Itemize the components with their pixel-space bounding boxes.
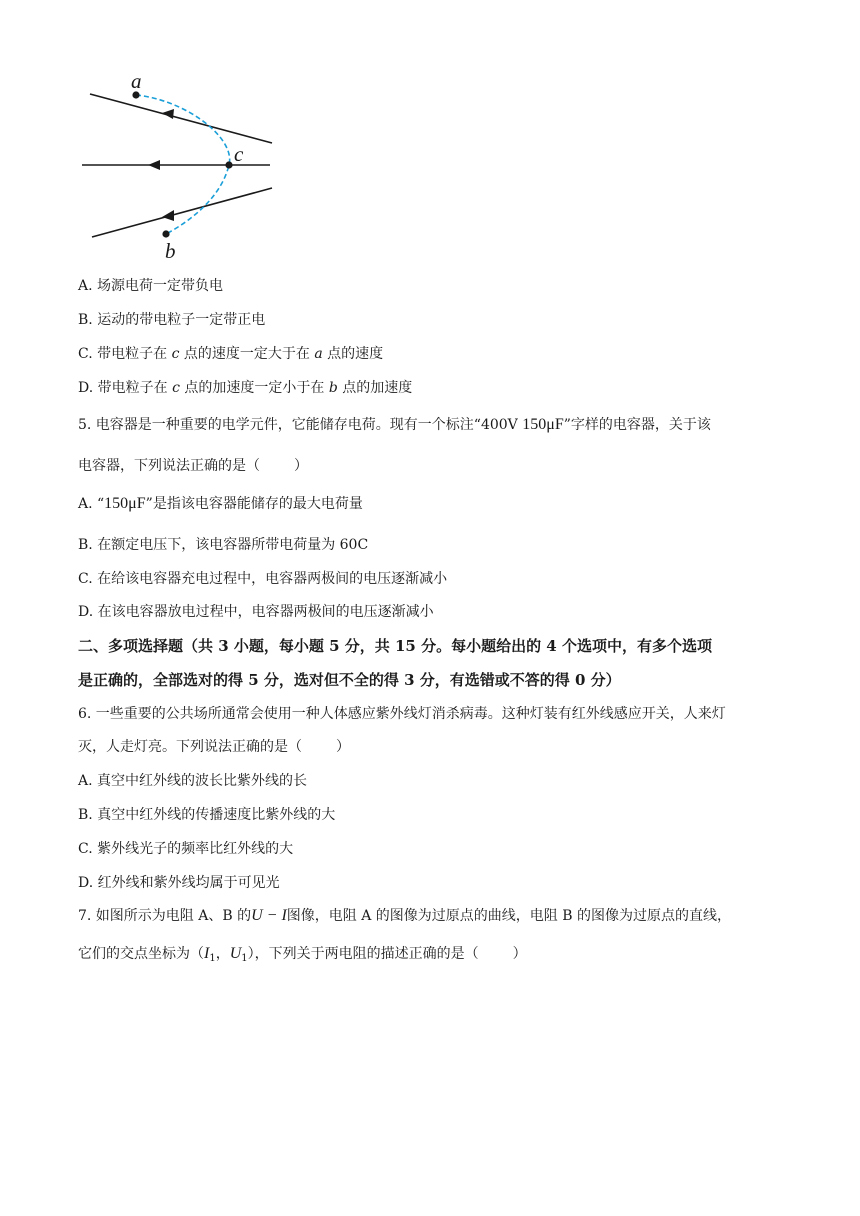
- arrow-middle-icon: [148, 160, 160, 170]
- q5-option-d: D. 在该电容器放电过程中，电容器两极间的电压逐渐减小: [78, 604, 434, 620]
- section2-heading-line1: 二、多项选择题（共 3 小题，每小题 5 分，共 15 分。每小题给出的 4 个选项中，有多个选项: [78, 637, 712, 655]
- field-line-top: [90, 94, 272, 143]
- q6-option-a: A. 真空中红外线的波长比紫外线的长: [78, 773, 308, 789]
- q5-option-c: C. 在给该电容器充电过程中，电容器两极间的电压逐渐减小: [78, 571, 448, 587]
- section2-heading-line2: 是正确的，全部选对的得 5 分，选对但不全的得 3 分，有选错或不答的得 0 分）: [78, 671, 621, 689]
- label-a: a: [131, 69, 142, 93]
- q5-stem-line2: 电容器，下列说法正确的是（ ）: [78, 458, 308, 474]
- q5-stem-line1: 5. 电容器是一种重要的电学元件，它能储存电荷。现有一个标注“400V 150μF”字样的电容器，关于该: [78, 416, 711, 433]
- field-line-bottom: [92, 188, 272, 237]
- field-line-figure: [76, 68, 286, 264]
- q4-option-c: C. 带电粒子在 c 点的速度一定大于在 a 点的速度: [78, 346, 384, 362]
- q6-option-b: B. 真空中红外线的传播速度比紫外线的大: [78, 807, 336, 823]
- arrow-bottom-icon: [162, 210, 174, 221]
- q6-option-c: C. 紫外线光子的频率比红外线的大: [78, 841, 294, 857]
- q4-option-b: B. 运动的带电粒子一定带正电: [78, 312, 266, 328]
- q5-option-a: A. “150μF”是指该电容器能储存的最大电荷量: [78, 495, 363, 512]
- label-c: c: [234, 142, 244, 166]
- q7-stem-line2: 它们的交点坐标为（$I_1$，$U_1$），下列关于两电阻的描述正确的是（ ）: [78, 945, 527, 964]
- q4-option-a: A. 场源电荷一定带负电: [78, 278, 224, 294]
- point-c: [225, 161, 232, 168]
- point-b: [162, 230, 169, 237]
- q6-stem-line1: 6. 一些重要的公共场所通常会使用一种人体感应紫外线灯消杀病毒。这种灯装有红外线感应开关，人来灯: [78, 706, 726, 722]
- q5-option-b: B. 在额定电压下，该电容器所带电荷量为 60C: [78, 537, 369, 553]
- label-b: b: [165, 239, 176, 263]
- q4-option-d: D. 带电粒子在 c 点的加速度一定小于在 b 点的加速度: [78, 380, 413, 396]
- q6-stem-line2: 灭，人走灯亮。下列说法正确的是（ ）: [78, 739, 350, 755]
- q7-stem-line1: 7. 如图所示为电阻 A、B 的U − I图像，电阻 A 的图像为过原点的曲线，电阻 B 的图像为过原点的直线，: [78, 907, 731, 924]
- q6-option-d: D. 红外线和紫外线均属于可见光: [78, 875, 280, 891]
